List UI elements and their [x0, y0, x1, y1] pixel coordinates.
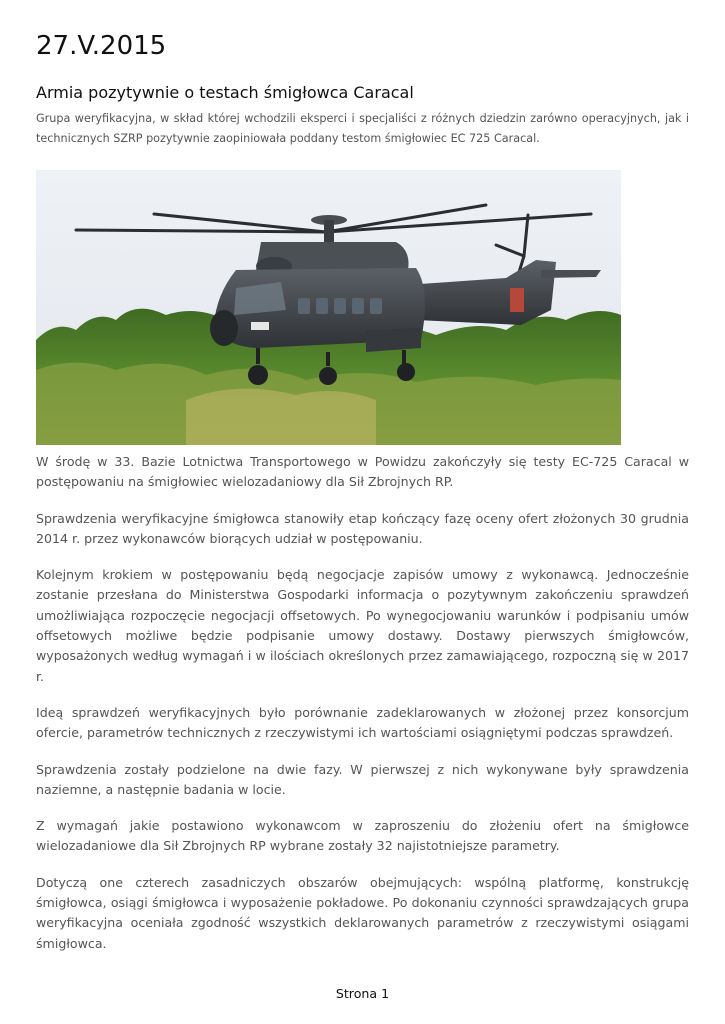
page-number: Strona 1	[335, 986, 390, 1001]
article-body	[36, 452, 689, 970]
paragraph: Ideą sprawdzeń weryfikacyjnych było porównanie zadeklarowanych w złożonej przez konsorcjum ofercie, parametrów technicznych z rzeczywistymi ich wartościami osiągniętymi podczas sprawdzeń.	[36, 704, 689, 741]
article-lead: Grupa weryfikacyjna, w skład której wchodzili eksperci i specjaliści z różnych dziedzin zarówno operacyjnych, jak i technicznych SZRP pozytywnie zaopiniowała poddany testom śmigłowiec EC 725 Caracal.	[36, 112, 689, 145]
document-page	[36, 0, 689, 1024]
paragraph: W środę w 33. Bazie Lotnictwa Transportowego w Powidzu zakończyły się testy EC-725 Caracal w postępowaniu na śmigłowiec wielozadaniowy dla Sił Zbrojnych RP.	[36, 454, 689, 490]
paragraph: Dotyczą one czterech zasadniczych obszarów obejmujących: wspólną platformę, konstrukcję śmigłowca, osiągi śmigłowca i wyposażenie pokładowe. Po dokonaniu czynności sprawdzających grupa weryfikacyjna oceniała zgodność wszystkich deklarowanych parametrów z rzeczywistymi osiągami śmigłowca.	[36, 874, 689, 951]
paragraph: Sprawdzenia zostały podzielone na dwie fazy. W pierwszej z nich wykonywane były sprawdzenia naziemne, a następnie badania w locie.	[36, 761, 689, 797]
page-date: 27.V.2015	[36, 31, 167, 61]
paragraph: Z wymagań jakie postawiono wykonawcom w zaproszeniu do złożeniu ofert na śmigłowce wielozadaniowe dla Sił Zbrojnych RP wybrane zostały 32 najistotniejsze parametry.	[36, 818, 689, 854]
helicopter-photo	[36, 170, 621, 445]
paragraph: Kolejnym krokiem w postępowaniu będą negocjacje zapisów umowy z wykonawcą. Jednocześnie zostanie przesłana do Ministerstwa Gospodarki informacja o pozytywnym zakończeniu sprawdzeń umożliwiająca rozpoczęcie negocjacji offsetowych. Po wynegocjowaniu warunków i podpisaniu umów offsetowych możliwe będzie podpisanie umowy dostawy. Dostawy pierwszych śmigłowców, wyposażonych według wymagań i w ilościach określonych przez zamawiającego, rozpoczną się w 2017 r.	[36, 567, 689, 684]
article-title: Armia pozytywnie o testach śmigłowca Caracal	[36, 83, 414, 102]
paragraph: Sprawdzenia weryfikacyjne śmigłowca stanowiły etap kończący fazę oceny ofert złożonych 30 grudnia 2014 r. przez wykonawców biorących udział w postępowaniu.	[36, 510, 689, 546]
